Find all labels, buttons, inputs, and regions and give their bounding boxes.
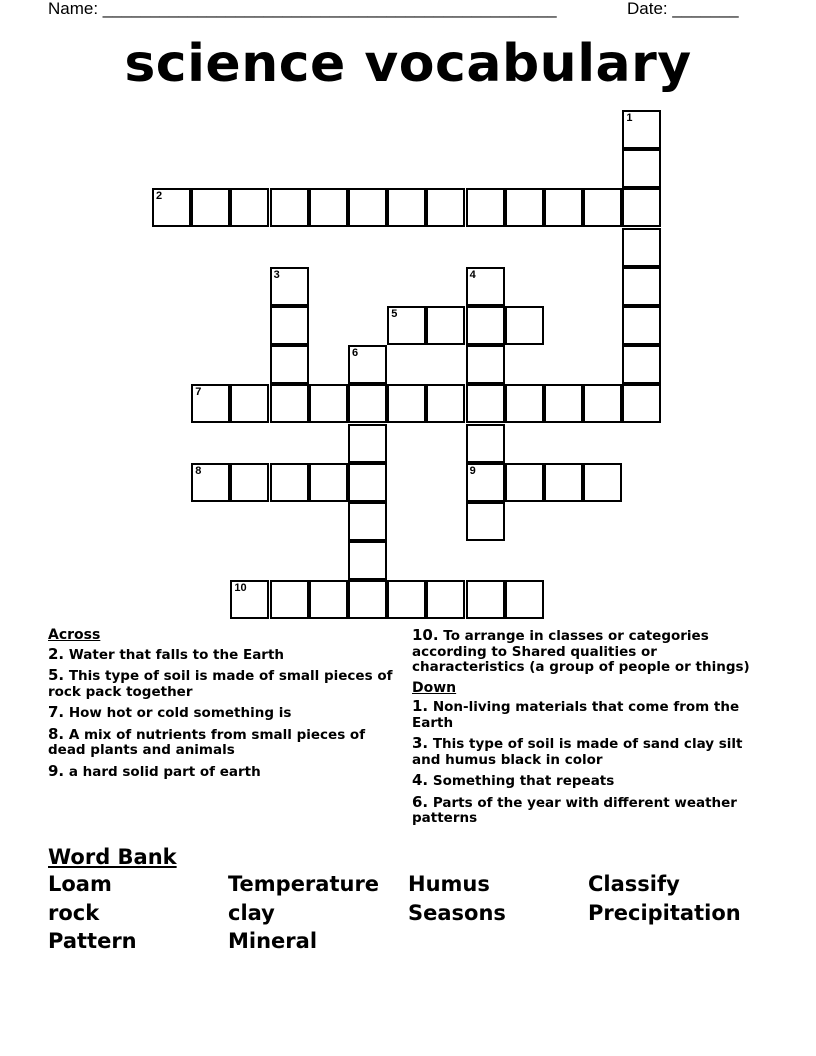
crossword-cell[interactable]	[230, 463, 269, 502]
clue-text: To arrange in classes or categories according to Shared qualities or characteristics (a group of people or things)	[412, 628, 750, 675]
crossword-cell[interactable]	[466, 502, 505, 541]
across-clue	[48, 761, 393, 781]
clue-number: 3	[273, 268, 280, 281]
crossword-cell[interactable]	[387, 188, 426, 227]
crossword-cell[interactable]	[348, 541, 387, 580]
down-heading: Down	[412, 679, 457, 696]
across-clue	[412, 628, 757, 676]
crossword-cell[interactable]	[387, 306, 426, 345]
across-clue	[48, 668, 393, 700]
clue-text: This type of soil is made of small pieces of rock pack together	[48, 668, 393, 700]
down-clue	[412, 736, 757, 768]
clue-number: 6	[352, 347, 359, 360]
crossword-cell[interactable]	[544, 188, 583, 227]
clue-text: How hot or cold something is	[64, 705, 292, 721]
word-bank-word: rock	[48, 900, 100, 925]
crossword-cell[interactable]	[191, 463, 230, 502]
crossword-cell[interactable]	[230, 188, 269, 227]
crossword-cell[interactable]	[348, 424, 387, 463]
crossword-cell[interactable]	[622, 110, 661, 149]
clue-number: 7	[195, 386, 202, 399]
word-bank-word: Classify	[588, 872, 680, 896]
crossword-cell[interactable]	[230, 384, 269, 423]
crossword-cell[interactable]	[152, 188, 191, 227]
down-clue	[412, 792, 757, 827]
clue-number: 9	[469, 464, 476, 477]
crossword-cell[interactable]	[191, 384, 230, 423]
crossword-cell[interactable]	[270, 463, 309, 502]
crossword-cell[interactable]	[270, 580, 309, 619]
clue-num: 10.	[412, 626, 439, 644]
clue-number: 8	[195, 464, 202, 477]
crossword-cell[interactable]	[505, 188, 544, 227]
crossword-cell[interactable]	[426, 384, 465, 423]
crossword-cell[interactable]	[270, 384, 309, 423]
crossword-cell[interactable]	[622, 306, 661, 345]
word-bank-word: Pattern	[48, 929, 137, 953]
across-clue	[48, 644, 393, 664]
crossword-cell[interactable]	[505, 580, 544, 619]
crossword-cell[interactable]	[348, 345, 387, 384]
clue-text: This type of soil is made of sand clay silt and humus black in color	[412, 736, 743, 768]
crossword-cell[interactable]	[583, 188, 622, 227]
crossword-cell[interactable]	[466, 580, 505, 619]
word-bank-word: clay	[228, 900, 275, 925]
crossword-cell[interactable]	[191, 188, 230, 227]
word-bank-word: Mineral	[228, 929, 318, 953]
page-title: science vocabulary	[124, 34, 692, 94]
crossword-cell[interactable]	[348, 384, 387, 423]
crossword-cell[interactable]	[309, 463, 348, 502]
crossword-cell[interactable]	[270, 345, 309, 384]
crossword-cell[interactable]	[622, 384, 661, 423]
word-bank-word: Temperature	[228, 872, 380, 896]
clue-number: 10	[234, 582, 247, 595]
clue-num: 4.	[412, 771, 429, 789]
clue-number: 5	[391, 308, 398, 320]
crossword-cell[interactable]	[270, 188, 309, 227]
clue-num: 9.	[48, 761, 65, 780]
crossword-cell[interactable]	[466, 188, 505, 227]
clue-number: 4	[469, 268, 476, 281]
crossword-cell[interactable]	[622, 149, 661, 188]
crossword-cell[interactable]	[270, 267, 309, 306]
crossword-cell[interactable]	[505, 384, 544, 423]
clues-left-column	[48, 628, 393, 785]
clue-text: A mix of nutrients from small pieces of dead plants and animals	[48, 726, 366, 758]
crossword-cell[interactable]	[309, 188, 348, 227]
crossword-cell[interactable]	[466, 306, 505, 345]
crossword-cell[interactable]	[466, 463, 505, 502]
crossword-cell[interactable]	[348, 502, 387, 541]
clue-text: a hard solid part of earth	[64, 763, 261, 780]
crossword-cell[interactable]	[348, 188, 387, 227]
name-field[interactable]: Name: ________________________________________________	[48, 0, 557, 18]
crossword-cell[interactable]	[622, 228, 661, 267]
crossword-cell[interactable]	[466, 424, 505, 463]
clue-num: 7.	[48, 703, 65, 721]
clue-num: 5.	[48, 666, 65, 684]
clue-num: 8.	[48, 724, 65, 743]
crossword-cell[interactable]	[348, 463, 387, 502]
crossword-cell[interactable]	[309, 384, 348, 423]
crossword-cell[interactable]	[426, 188, 465, 227]
crossword-cell[interactable]	[622, 267, 661, 306]
crossword-cell[interactable]	[348, 580, 387, 619]
clue-num: 6.	[412, 792, 429, 811]
crossword-cell[interactable]	[583, 384, 622, 423]
clue-text: Parts of the year with different weather patterns	[412, 794, 737, 826]
clues-right-column	[412, 628, 757, 832]
crossword-cell[interactable]	[387, 580, 426, 619]
clue-text: Something that repeats	[428, 773, 615, 789]
word-bank-title: Word Bank	[48, 845, 177, 869]
across-heading: Across	[48, 627, 101, 643]
crossword-cell[interactable]	[544, 463, 583, 502]
crossword-cell[interactable]	[583, 463, 622, 502]
across-clue	[48, 705, 393, 722]
clue-num: 3.	[412, 734, 429, 752]
across-clue	[48, 724, 393, 759]
down-clue	[412, 699, 757, 731]
clue-num: 2.	[48, 644, 65, 663]
crossword-cell[interactable]	[622, 188, 661, 227]
date-field[interactable]: Date: _______	[627, 0, 739, 18]
crossword-cell[interactable]	[309, 580, 348, 619]
clue-number: 2	[156, 190, 163, 203]
word-bank-word: Humus	[408, 872, 490, 896]
word-bank-word: Loam	[48, 872, 112, 896]
down-clue	[412, 773, 757, 790]
clue-number: 1	[626, 112, 633, 124]
crossword-cell[interactable]	[544, 384, 583, 423]
crossword-cell[interactable]	[466, 267, 505, 306]
crossword-cell[interactable]	[466, 345, 505, 384]
crossword-cell[interactable]	[426, 580, 465, 619]
crossword-cell[interactable]	[622, 345, 661, 384]
clue-text: Water that falls to the Earth	[64, 646, 285, 663]
word-bank-word: Precipitation	[588, 900, 741, 925]
crossword-cell[interactable]	[426, 306, 465, 345]
clue-num: 1.	[412, 697, 429, 715]
crossword-cell[interactable]	[230, 580, 269, 619]
crossword-cell[interactable]	[505, 463, 544, 502]
word-bank-word: Seasons	[408, 900, 506, 925]
crossword-cell[interactable]	[505, 306, 544, 345]
clue-text: Non-living materials that come from the Earth	[412, 699, 740, 731]
crossword-cell[interactable]	[387, 384, 426, 423]
crossword-cell[interactable]	[466, 384, 505, 423]
crossword-cell[interactable]	[270, 306, 309, 345]
